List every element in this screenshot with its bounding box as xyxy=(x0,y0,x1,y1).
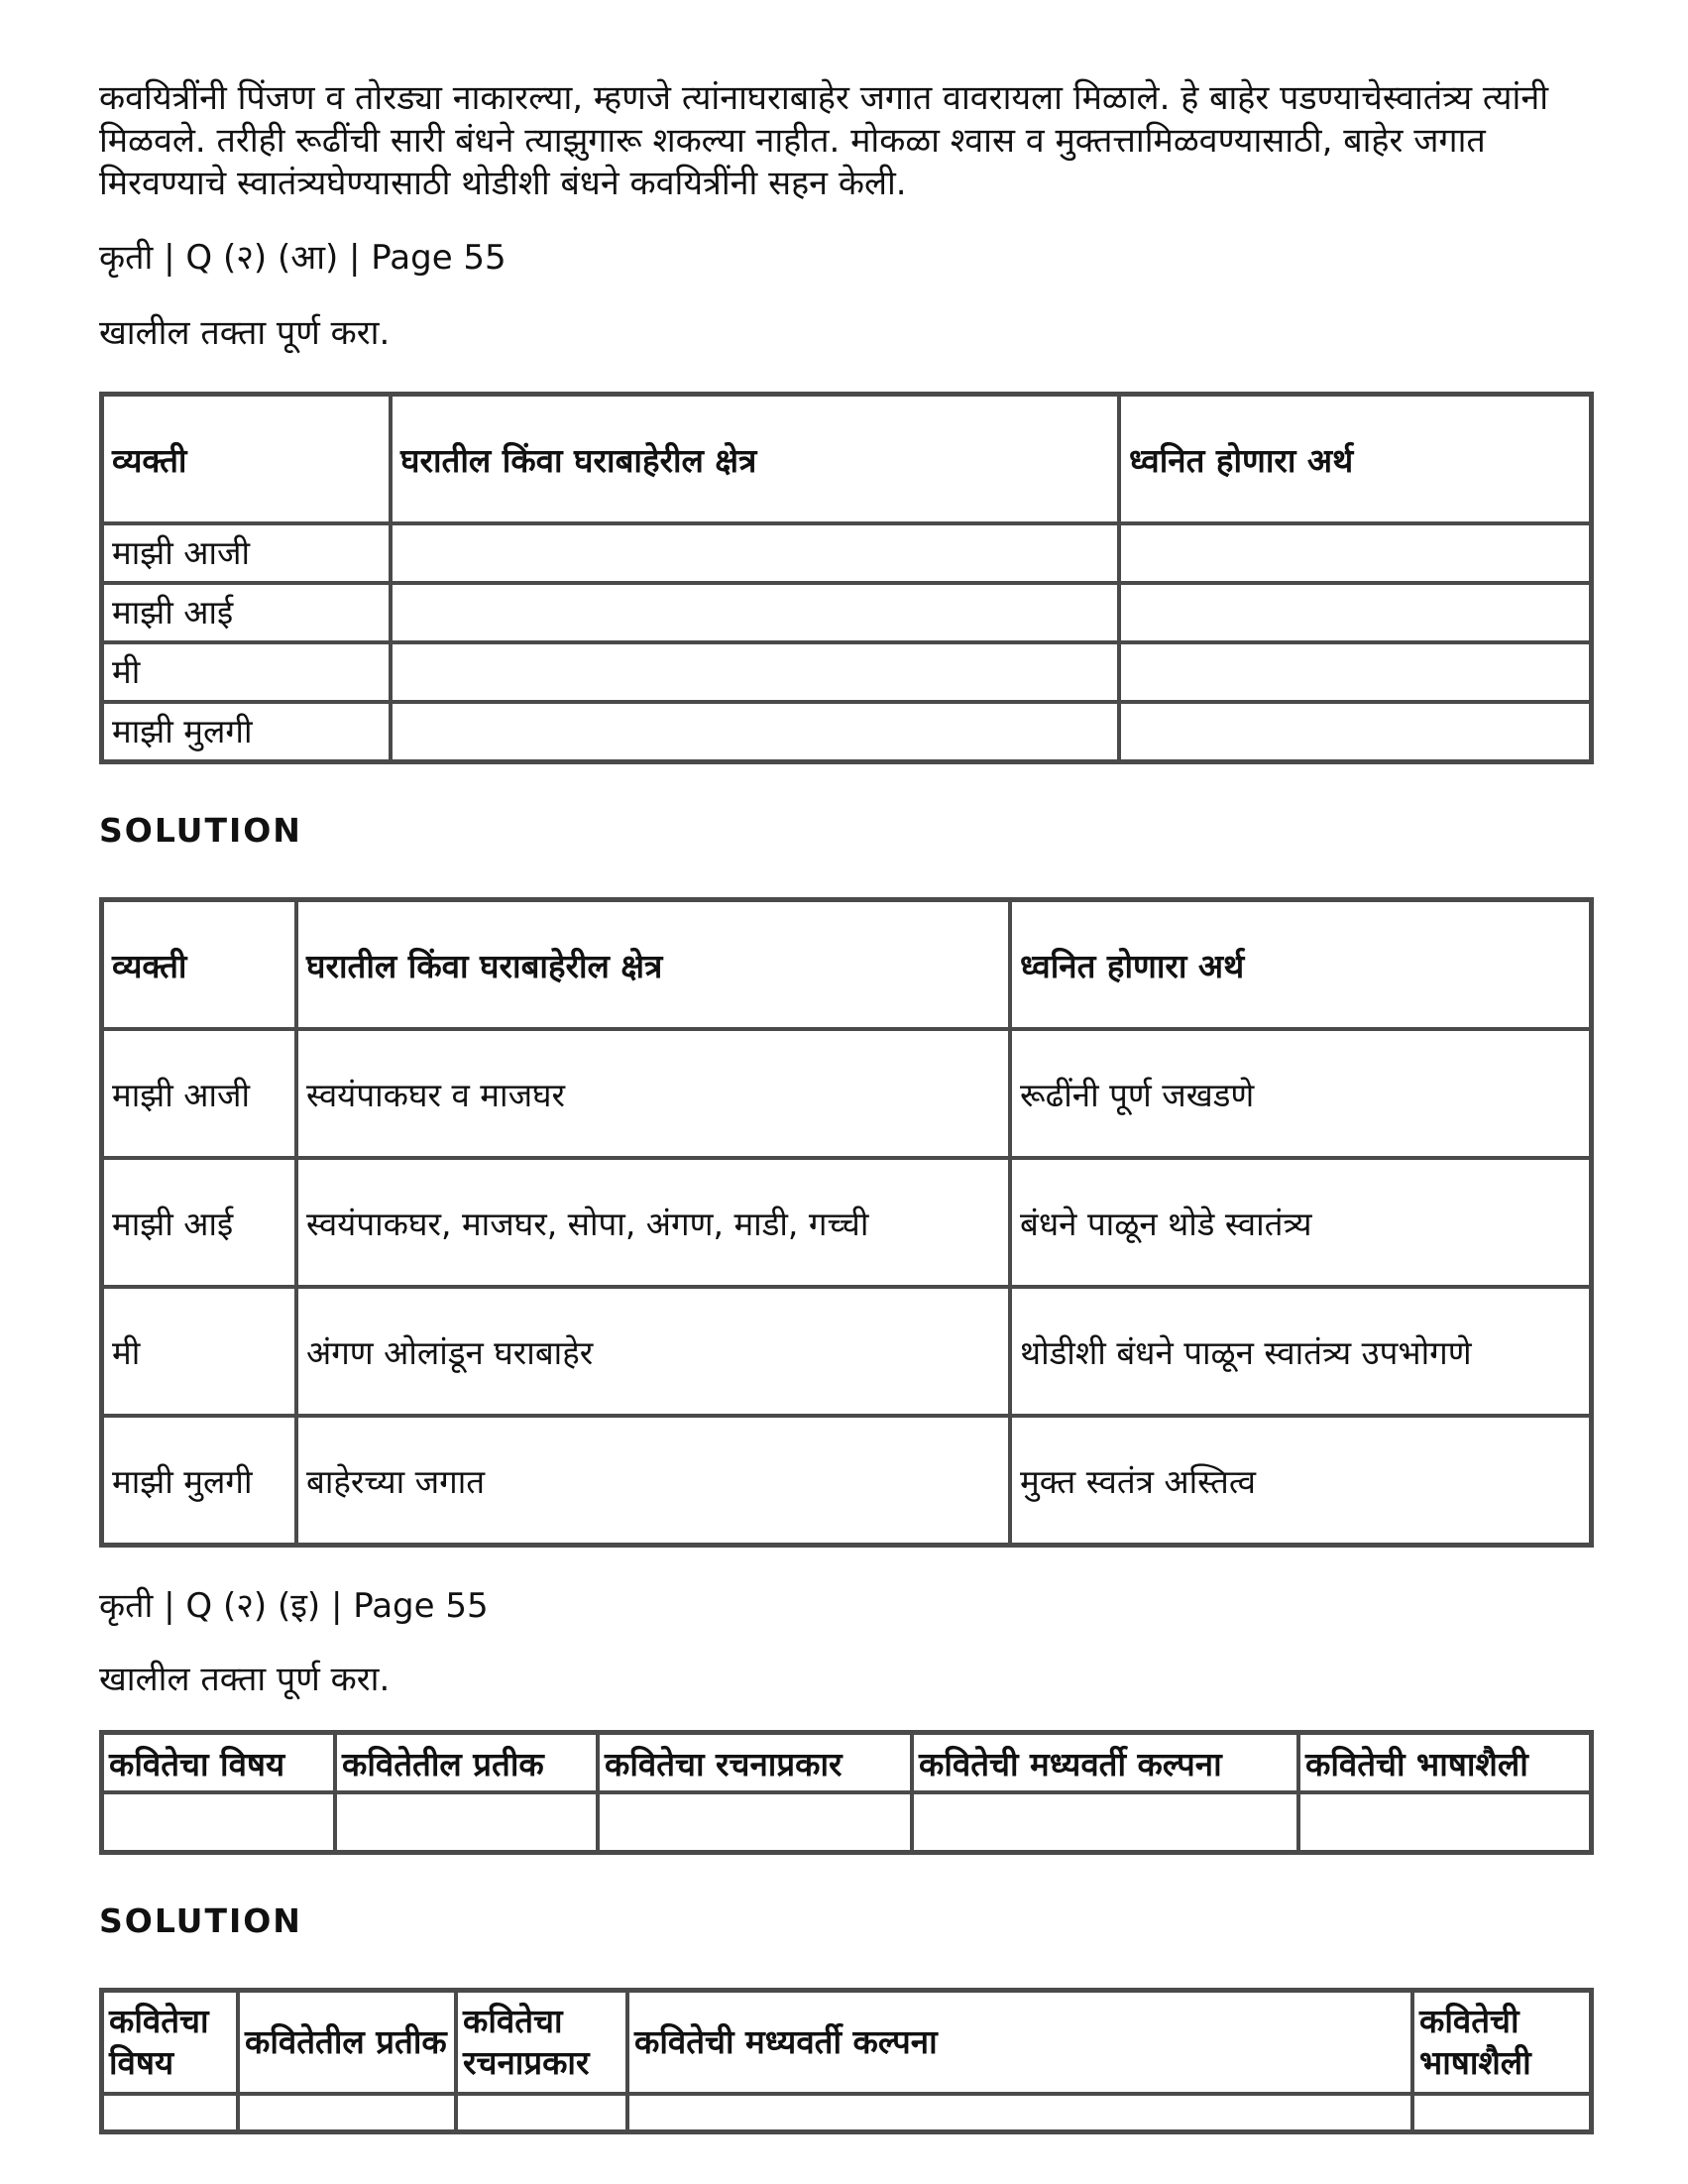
table-row xyxy=(102,1287,1591,1416)
table-header-row xyxy=(102,900,1591,1029)
table-cell: बंधने पाळून थोडे स्वातंत्र्य xyxy=(1010,1158,1591,1287)
table-cell xyxy=(1119,523,1591,583)
table-cell xyxy=(456,2094,627,2131)
table-cell: रूढींनी पूर्ण जखडणे xyxy=(1010,1029,1591,1158)
header-cell: ध्वनित होणारा अर्थ xyxy=(1010,900,1591,1029)
question-heading-1: कृती | Q (२) (आ) | Page 55 xyxy=(99,238,506,278)
table-cell: माझी आजी xyxy=(102,1029,296,1158)
header-cell: कवितेची भाषाशैली xyxy=(1298,1733,1591,1792)
solution-table-2 xyxy=(99,1988,1594,2134)
table-row xyxy=(102,2094,1591,2131)
table-row xyxy=(102,1792,1591,1852)
header-cell: कवितेचा विषय xyxy=(102,1733,335,1792)
table-row xyxy=(102,583,1591,642)
table-row xyxy=(102,702,1591,761)
table-header-row xyxy=(102,1733,1591,1792)
question-heading-2: कृती | Q (२) (इ) | Page 55 xyxy=(99,1586,489,1626)
question-table-2 xyxy=(99,1730,1594,1855)
header-cell: कवितेची भाषाशैली xyxy=(1412,1991,1591,2094)
table-cell xyxy=(1412,2094,1591,2131)
instruction-1: खालील तक्ता पूर्ण करा. xyxy=(99,313,391,353)
header-cell: कवितेचा विषय xyxy=(102,1991,238,2094)
table-row xyxy=(102,642,1591,702)
header-cell: व्यक्ती xyxy=(102,395,391,523)
table-cell: थोडीशी बंधने पाळून स्वातंत्र्य उपभोगणे xyxy=(1010,1287,1591,1416)
table-cell: माझी आई xyxy=(102,1158,296,1287)
table-cell xyxy=(102,1792,335,1852)
table-cell: मी xyxy=(102,1287,296,1416)
table-cell xyxy=(912,1792,1298,1852)
table-cell: स्वयंपाकघर व माजघर xyxy=(296,1029,1010,1158)
table-row xyxy=(102,1029,1591,1158)
table-header-row xyxy=(102,395,1591,523)
table-cell: माझी मुलगी xyxy=(102,1416,296,1545)
table-cell xyxy=(627,2094,1412,2131)
table-cell: अंगण ओलांडून घराबाहेर xyxy=(296,1287,1010,1416)
solution-table-1 xyxy=(99,897,1594,1548)
table-cell xyxy=(335,1792,598,1852)
header-cell: कवितेतील प्रतीक xyxy=(335,1733,598,1792)
header-cell: कवितेतील प्रतीक xyxy=(238,1991,456,2094)
header-cell: घरातील किंवा घराबाहेरील क्षेत्र xyxy=(391,395,1119,523)
table-row xyxy=(102,523,1591,583)
table-cell xyxy=(391,702,1119,761)
table-cell xyxy=(1119,583,1591,642)
header-cell: ध्वनित होणारा अर्थ xyxy=(1119,395,1591,523)
solution-label-2: SOLUTION xyxy=(99,1901,302,1940)
header-cell: कवितेची मध्यवर्ती कल्पना xyxy=(912,1733,1298,1792)
table-header-row xyxy=(102,1991,1591,2094)
table-cell xyxy=(1298,1792,1591,1852)
table-cell: माझी आई xyxy=(102,583,391,642)
table-row xyxy=(102,1416,1591,1545)
table-cell xyxy=(1119,702,1591,761)
question-table-1 xyxy=(99,392,1594,764)
table-cell: मुक्त स्वतंत्र अस्तित्व xyxy=(1010,1416,1591,1545)
intro-paragraph: कवयित्रींनी पिंजण व तोरड्या नाकारल्या, म्हणजे त्यांनाघराबाहेर जगात वावरायला मिळाले. हे बाहेर पडण्याचेस्वातंत्र्य त्यांनी मिळवले. तरीही रूढींची सारी बंधने त्याझुगारू शकल्या नाहीत. मोकळा श्वास व मुक्तत्तामिळवण्यासाठी, बाहेर जगात मिरवण्याचे स्वातंत्र्यघेण्यासाठी थोडीशी बंधने कवयित्रींनी सहन केली. xyxy=(99,78,1548,203)
table-cell xyxy=(598,1792,912,1852)
table-cell xyxy=(391,583,1119,642)
table-cell xyxy=(391,523,1119,583)
table-cell: स्वयंपाकघर, माजघर, सोपा, अंगण, माडी, गच्ची xyxy=(296,1158,1010,1287)
table-row xyxy=(102,1158,1591,1287)
table-cell xyxy=(102,2094,238,2131)
header-cell: घरातील किंवा घराबाहेरील क्षेत्र xyxy=(296,900,1010,1029)
table-cell: मी xyxy=(102,642,391,702)
header-cell: व्यक्ती xyxy=(102,900,296,1029)
header-cell: कवितेची मध्यवर्ती कल्पना xyxy=(627,1991,1412,2094)
table-cell: बाहेरच्या जगात xyxy=(296,1416,1010,1545)
instruction-2: खालील तक्ता पूर्ण करा. xyxy=(99,1660,391,1699)
solution-label-1: SOLUTION xyxy=(99,811,302,850)
table-cell xyxy=(238,2094,456,2131)
table-cell: माझी आजी xyxy=(102,523,391,583)
table-cell xyxy=(1119,642,1591,702)
table-cell xyxy=(391,642,1119,702)
header-cell: कवितेचा रचनाप्रकार xyxy=(456,1991,627,2094)
header-cell: कवितेचा रचनाप्रकार xyxy=(598,1733,912,1792)
table-cell: माझी मुलगी xyxy=(102,702,391,761)
